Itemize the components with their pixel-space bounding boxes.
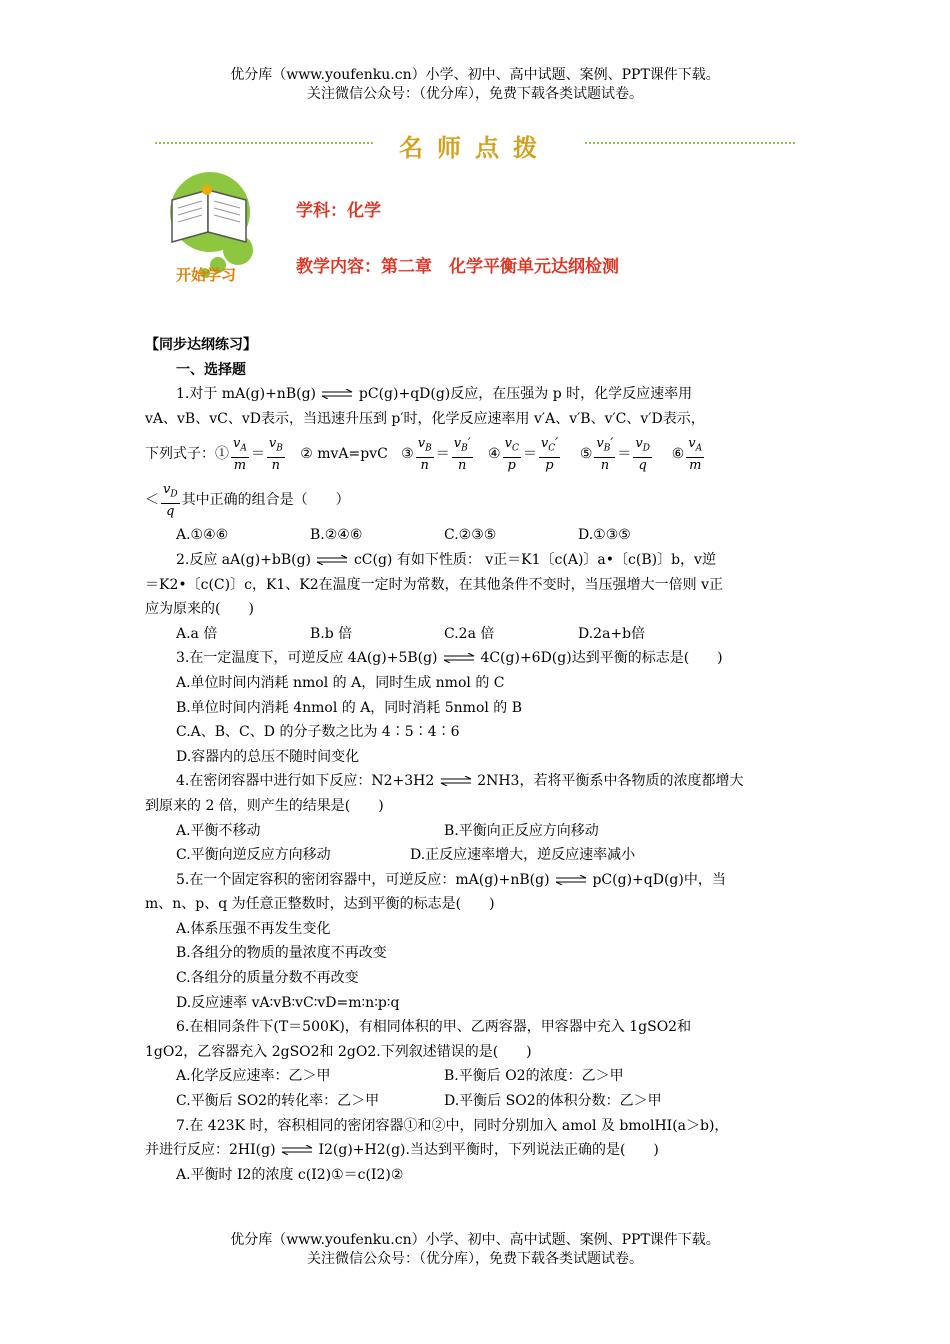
- q5-option-d: D.反应速率 vA∶vB∶vC∶vD=m∶n∶p∶q: [176, 994, 400, 1011]
- q2-line-2: ＝K2•〔c(C)〕c，K1、K2在温度一定时为常数，在其他条件不变时，当压强增大一倍则 v正: [145, 576, 724, 593]
- q4-options-2: C.平衡向逆反应方向移动 D.正反应速率增大，逆反应速率减小: [176, 847, 636, 864]
- fraction: $\frac{v_B}{n}$: [268, 436, 283, 473]
- q5-option-c: C.各组分的质量分数不再改变: [176, 970, 359, 987]
- q5-option-b: B.各组分的物质的量浓度不再改变: [176, 945, 387, 962]
- q6-line-1: 6.在相同条件下(T＝500K)，有相同体积的甲、乙两容器，甲容器中充入 1gSO2和: [176, 1019, 692, 1036]
- q4-line-1: 4.在密闭容器中进行如下反应：N2+3H2 2NH3，若将平衡系中各物质的浓度都增大: [176, 773, 744, 790]
- banner: [155, 128, 795, 162]
- header-line-1: 优分库（www.youfenku.cn）小学、初中、高中试题、案例、PPT课件下载。: [230, 67, 720, 83]
- q3-option-a: A.单位时间内消耗 nmol 的 A，同时生成 nmol 的 C: [176, 674, 505, 691]
- fraction: $\frac{v_B'}{n}$: [596, 436, 614, 473]
- q2-line-3: 应为原来的( ): [145, 601, 254, 618]
- fraction: $\frac{v_D}{q}$: [163, 482, 178, 519]
- q3-option-c: C.A、B、C、D 的分子数之比为 4∶5∶4∶6: [176, 724, 460, 741]
- fraction: $\frac{v_B}{n}$: [417, 436, 432, 473]
- page-header: [0, 66, 950, 104]
- subject: 学科：化学: [296, 201, 381, 221]
- equilibrium-arrow-icon: [320, 389, 354, 399]
- q2-line-1: 2.反应 aA(g)+bB(g) cC(g) 有如下性质： v正＝K1〔c(A)〕a•〔c(B)〕b，v逆: [176, 551, 716, 568]
- equilibrium-arrow-icon: [280, 1145, 314, 1155]
- q1-options: A.①④⑥ B.②④⑥ C.②③⑤ D.①③⑤: [176, 527, 631, 544]
- q6-options-1: A.化学反应速率：乙＞甲 B.平衡后 O2的浓度：乙＞甲: [176, 1068, 624, 1085]
- fraction: $\frac{v_A}{m}$: [233, 436, 247, 473]
- fraction: $\frac{v_A}{m}$: [688, 436, 703, 473]
- equilibrium-arrow-icon: [554, 875, 588, 885]
- q5-line-2: m、n、p、q 为任意正整数时，达到平衡的标志是( ): [145, 896, 495, 913]
- q6-line-2: 1gO2，乙容器充入 2gSO2和 2gO2.下列叙述错误的是( ): [145, 1043, 532, 1060]
- fraction: $\frac{v_C}{p}$: [504, 436, 519, 473]
- fraction: $\frac{v_B'}{n}$: [453, 436, 471, 473]
- section-title: 【同步达纲练习】: [145, 337, 257, 353]
- q3-option-d: D.容器内的总压不随时间变化: [176, 748, 360, 765]
- banner-title: 名师点拨: [399, 134, 551, 162]
- exercise-body: [145, 333, 810, 1187]
- q3-option-b: B.单位时间内消耗 4nmol 的 A，同时消耗 5nmol 的 B: [176, 699, 523, 716]
- header-line-2: 关注微信公众号：（优分库），免费下载各类试题试卷。: [307, 86, 643, 102]
- teaching-content: 教学内容：第二章 化学平衡单元达纲检测: [296, 257, 619, 277]
- start-learning-logo: [160, 170, 270, 285]
- fraction: $\frac{v_D}{q}$: [635, 436, 650, 473]
- page-footer: [0, 1231, 950, 1269]
- banner-divider-right: [585, 142, 795, 144]
- q6-options-2: C.平衡后 SO2的转化率：乙＞甲 D.平衡后 SO2的体积分数：乙＞甲: [176, 1093, 662, 1110]
- q1-line-3: 下列式子：① $\frac{v_A}{m}$ ＝ $\frac{v_B}{n}$ ② mvA=pvC ③ $\frac{v_B}{n}$ ＝ $\frac{v_B'}{n}$ ④ $\frac{v_C}{p}$ ＝ $\frac{v_C'}{p}$ ⑤ $\frac{v_B'}{n}$ ＝ $\frac{v_D}{q}$ ⑥ $\frac{v_A}{m}$: [145, 436, 703, 473]
- q1-line-4: ＜ $\frac{v_D}{q}$ 其中正确的组合是（ ）: [145, 482, 350, 519]
- footer-line-1: 优分库（www.youfenku.cn）小学、初中、高中试题、案例、PPT课件下载。: [230, 1232, 720, 1248]
- footer-line-2: 关注微信公众号：（优分库），免费下载各类试题试卷。: [307, 1251, 643, 1267]
- q5-line-1: 5.在一个固定容积的密闭容器中，可逆反应：mA(g)+nB(g) pC(g)+qD(g)中，当: [176, 871, 726, 888]
- q2-options: A.a 倍 B.b 倍 C.2a 倍 D.2a+b倍: [176, 625, 646, 642]
- part-title: 一、选择题: [176, 361, 246, 378]
- q4-options-1: A.平衡不移动 B.平衡向正反应方向移动: [176, 822, 599, 839]
- q7-line-2: 并进行反应：2HI(g) I2(g)+H2(g).当达到平衡时，下列说法正确的是( ): [145, 1142, 659, 1159]
- q1-line-2: vA、vB、vC、vD表示，当迅速升压到 p′时，化学反应速率用 v′A、v′B、v′C、v′D表示，: [145, 410, 705, 427]
- equilibrium-arrow-icon: [315, 555, 349, 565]
- banner-divider-left: [155, 142, 373, 144]
- q7-line-1: 7.在 423K 时，容积相同的密闭容器①和②中，同时分别加入 amol 及 bmolHI(a＞b)，: [176, 1117, 729, 1134]
- equilibrium-arrow-icon: [442, 653, 476, 663]
- logo-text: 开始学习: [176, 266, 237, 284]
- equilibrium-arrow-icon: [439, 776, 473, 786]
- q4-line-2: 到原来的 2 倍，则产生的结果是( ): [145, 797, 384, 814]
- q5-option-a: A.体系压强不再发生变化: [176, 920, 331, 937]
- q3-line-1: 3.在一定温度下，可逆反应 4A(g)+5B(g) 4C(g)+6D(g)达到平衡的标志是( ): [176, 650, 723, 667]
- fraction: $\frac{v_C'}{p}$: [540, 436, 559, 473]
- q7-option-a: A.平衡时 I2的浓度 c(I2)①＝c(I2)②: [176, 1166, 404, 1183]
- q1-line-1: 1.对于 mA(g)+nB(g) pC(g)+qD(g)反应，在压强为 p 时，化学反应速率用: [176, 386, 693, 403]
